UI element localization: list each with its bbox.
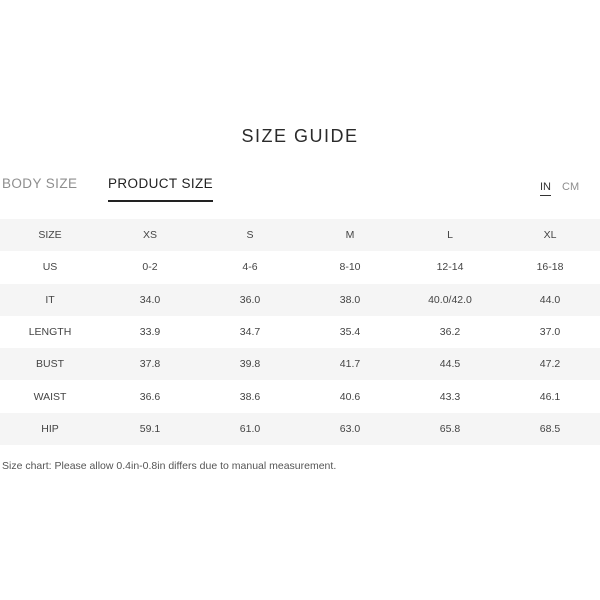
table-row-label: IT: [0, 284, 100, 316]
table-cell: 65.8: [400, 413, 500, 445]
table-row: [0, 413, 600, 445]
table-header-cell: M: [300, 219, 400, 251]
table-cell: 36.2: [400, 316, 500, 348]
table-row-label: WAIST: [0, 380, 100, 412]
table-cell: 36.0: [200, 284, 300, 316]
table-cell: 34.7: [200, 316, 300, 348]
table-cell: 0-2: [100, 251, 200, 283]
table-cell: 68.5: [500, 413, 600, 445]
table-cell: 44.0: [500, 284, 600, 316]
table-cell: 44.5: [400, 348, 500, 380]
table-cell: 34.0: [100, 284, 200, 316]
table-cell: 47.2: [500, 348, 600, 380]
table-cell: 36.6: [100, 380, 200, 412]
table-cell: 38.6: [200, 380, 300, 412]
table-row: [0, 316, 600, 348]
table-row: [0, 284, 600, 316]
table-cell: 16-18: [500, 251, 600, 283]
table-cell: 43.3: [400, 380, 500, 412]
table-header-cell: SIZE: [0, 219, 100, 251]
table-cell: 38.0: [300, 284, 400, 316]
table-header-cell: XS: [100, 219, 200, 251]
table-row-label: US: [0, 251, 100, 283]
table-header-cell: S: [200, 219, 300, 251]
table-row: [0, 348, 600, 380]
table-row: [0, 380, 600, 412]
unit-cm-toggle[interactable]: CM: [562, 181, 580, 193]
page-title: SIZE GUIDE: [241, 126, 359, 146]
table-cell: 33.9: [100, 316, 200, 348]
table-cell: 61.0: [200, 413, 300, 445]
table-cell: 59.1: [100, 413, 200, 445]
table-cell: 37.8: [100, 348, 200, 380]
tab-product-size[interactable]: PRODUCT SIZE: [108, 176, 213, 202]
table-cell: 37.0: [500, 316, 600, 348]
size-table: [0, 219, 600, 445]
unit-in-toggle[interactable]: IN: [540, 181, 551, 196]
table-cell: 41.7: [300, 348, 400, 380]
unit-toggle: [540, 181, 600, 201]
table-cell: 63.0: [300, 413, 400, 445]
table-cell: 40.0/42.0: [400, 284, 500, 316]
table-cell: 35.4: [300, 316, 400, 348]
table-header-row: [0, 219, 600, 251]
table-row-label: BUST: [0, 348, 100, 380]
table-row-label: LENGTH: [0, 316, 100, 348]
tab-body-size[interactable]: BODY SIZE: [2, 176, 78, 191]
table-cell: 46.1: [500, 380, 600, 412]
table-cell: 40.6: [300, 380, 400, 412]
table-row-label: HIP: [0, 413, 100, 445]
table-cell: 4-6: [200, 251, 300, 283]
table-header-cell: L: [400, 219, 500, 251]
table-cell: 12-14: [400, 251, 500, 283]
table-header-cell: XL: [500, 219, 600, 251]
size-note: Size chart: Please allow 0.4in-0.8in differs due to manual measurement.: [2, 460, 337, 472]
table-cell: 39.8: [200, 348, 300, 380]
table-cell: 8-10: [300, 251, 400, 283]
table-row: [0, 251, 600, 283]
